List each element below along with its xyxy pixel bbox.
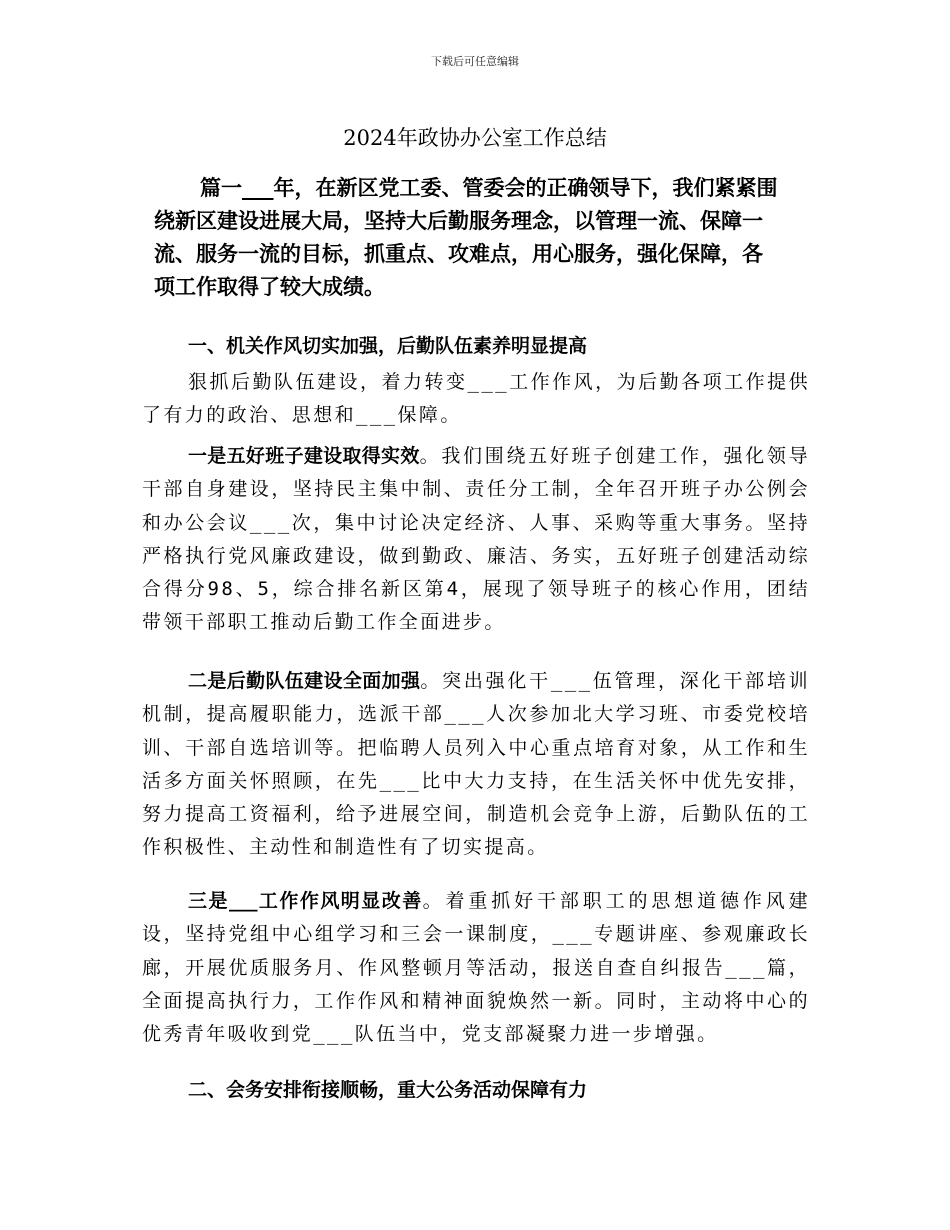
intro-line: 项工作取得了较大成绩。 bbox=[154, 275, 385, 299]
intro-line: 流、服务一流的目标，抓重点、攻难点，用心服务，强化保障，各 bbox=[154, 242, 763, 266]
paragraph-4-body: 。着重抓好干部职工的思想道德作风建设，坚持党组中心组学习和三会一课制度，___专题讲座、参观廉政长廊，开展优质服务月、作风整顿月等活动，报送自查自纠报告___篇，全面提高执行力，工作作风和精神面貌焕然一新。同时，主动将中心的优秀青年吸收到党___队伍当中，党支部凝聚力进一步增强。 bbox=[142, 890, 810, 1046]
paragraph-1: 狠抓后勤队伍建设，着力转变___工作作风，为后勤各项工作提供了有力的政治、思想和___保障。 bbox=[142, 371, 810, 427]
document-title: 2024年政协办公室工作总结 bbox=[343, 126, 607, 150]
page-header: 下载后可任意编辑 bbox=[431, 55, 519, 68]
paragraph-4 bbox=[142, 885, 810, 1051]
paragraph-4-lead: 三是___工作作风明显改善 bbox=[188, 890, 423, 912]
intro-line: 篇一___年，在新区党工委、管委会的正确领导下，我们紧紧围 bbox=[200, 176, 778, 200]
section-heading-1: 一、机关作风切实加强，后勤队伍素养明显提高 bbox=[188, 335, 588, 357]
paragraph-2-body: 。我们围绕五好班子创建工作，强化领导干部自身建设，坚持民主集中制、责任分工制，全年召开班子办公例会和办公会议___次，集中讨论决定经济、人事、采购等重大事务。坚持严格执行党风廉政建设，做到勤政、廉洁、务实，五好班子创建活动综合得分98、5，综合排名新区第4，展现了领导班子的核心作用，团结带领干部职工推动后勤工作全面进步。 bbox=[142, 445, 810, 634]
paragraph-3 bbox=[142, 665, 810, 865]
paragraph-2-lead: 一是五好班子建设取得实效 bbox=[188, 445, 420, 467]
section-heading-2: 二、会务安排衔接顺畅，重大公务活动保障有力 bbox=[188, 1079, 588, 1101]
paragraph-3-lead: 二是后勤队伍建设全面加强 bbox=[188, 670, 421, 692]
intro-line: 绕新区建设进展大局，坚持大后勤服务理念，以管理一流、保障一 bbox=[154, 209, 763, 233]
paragraph-2 bbox=[142, 440, 810, 640]
paragraph-3-body: 。突出强化干___伍管理，深化干部培训机制，提高履职能力，选派干部___人次参加北大学习班、市委党校培训、干部自选培训等。把临聘人员列入中心重点培育对象，从工作和生活多方面关怀照顾，在先___比中大力支持，在生活关怀中优先安排，努力提高工资福利，给予进展空间，制造机会竞争上游，后勤队伍的工作积极性、主动性和制造性有了切实提高。 bbox=[142, 670, 810, 859]
